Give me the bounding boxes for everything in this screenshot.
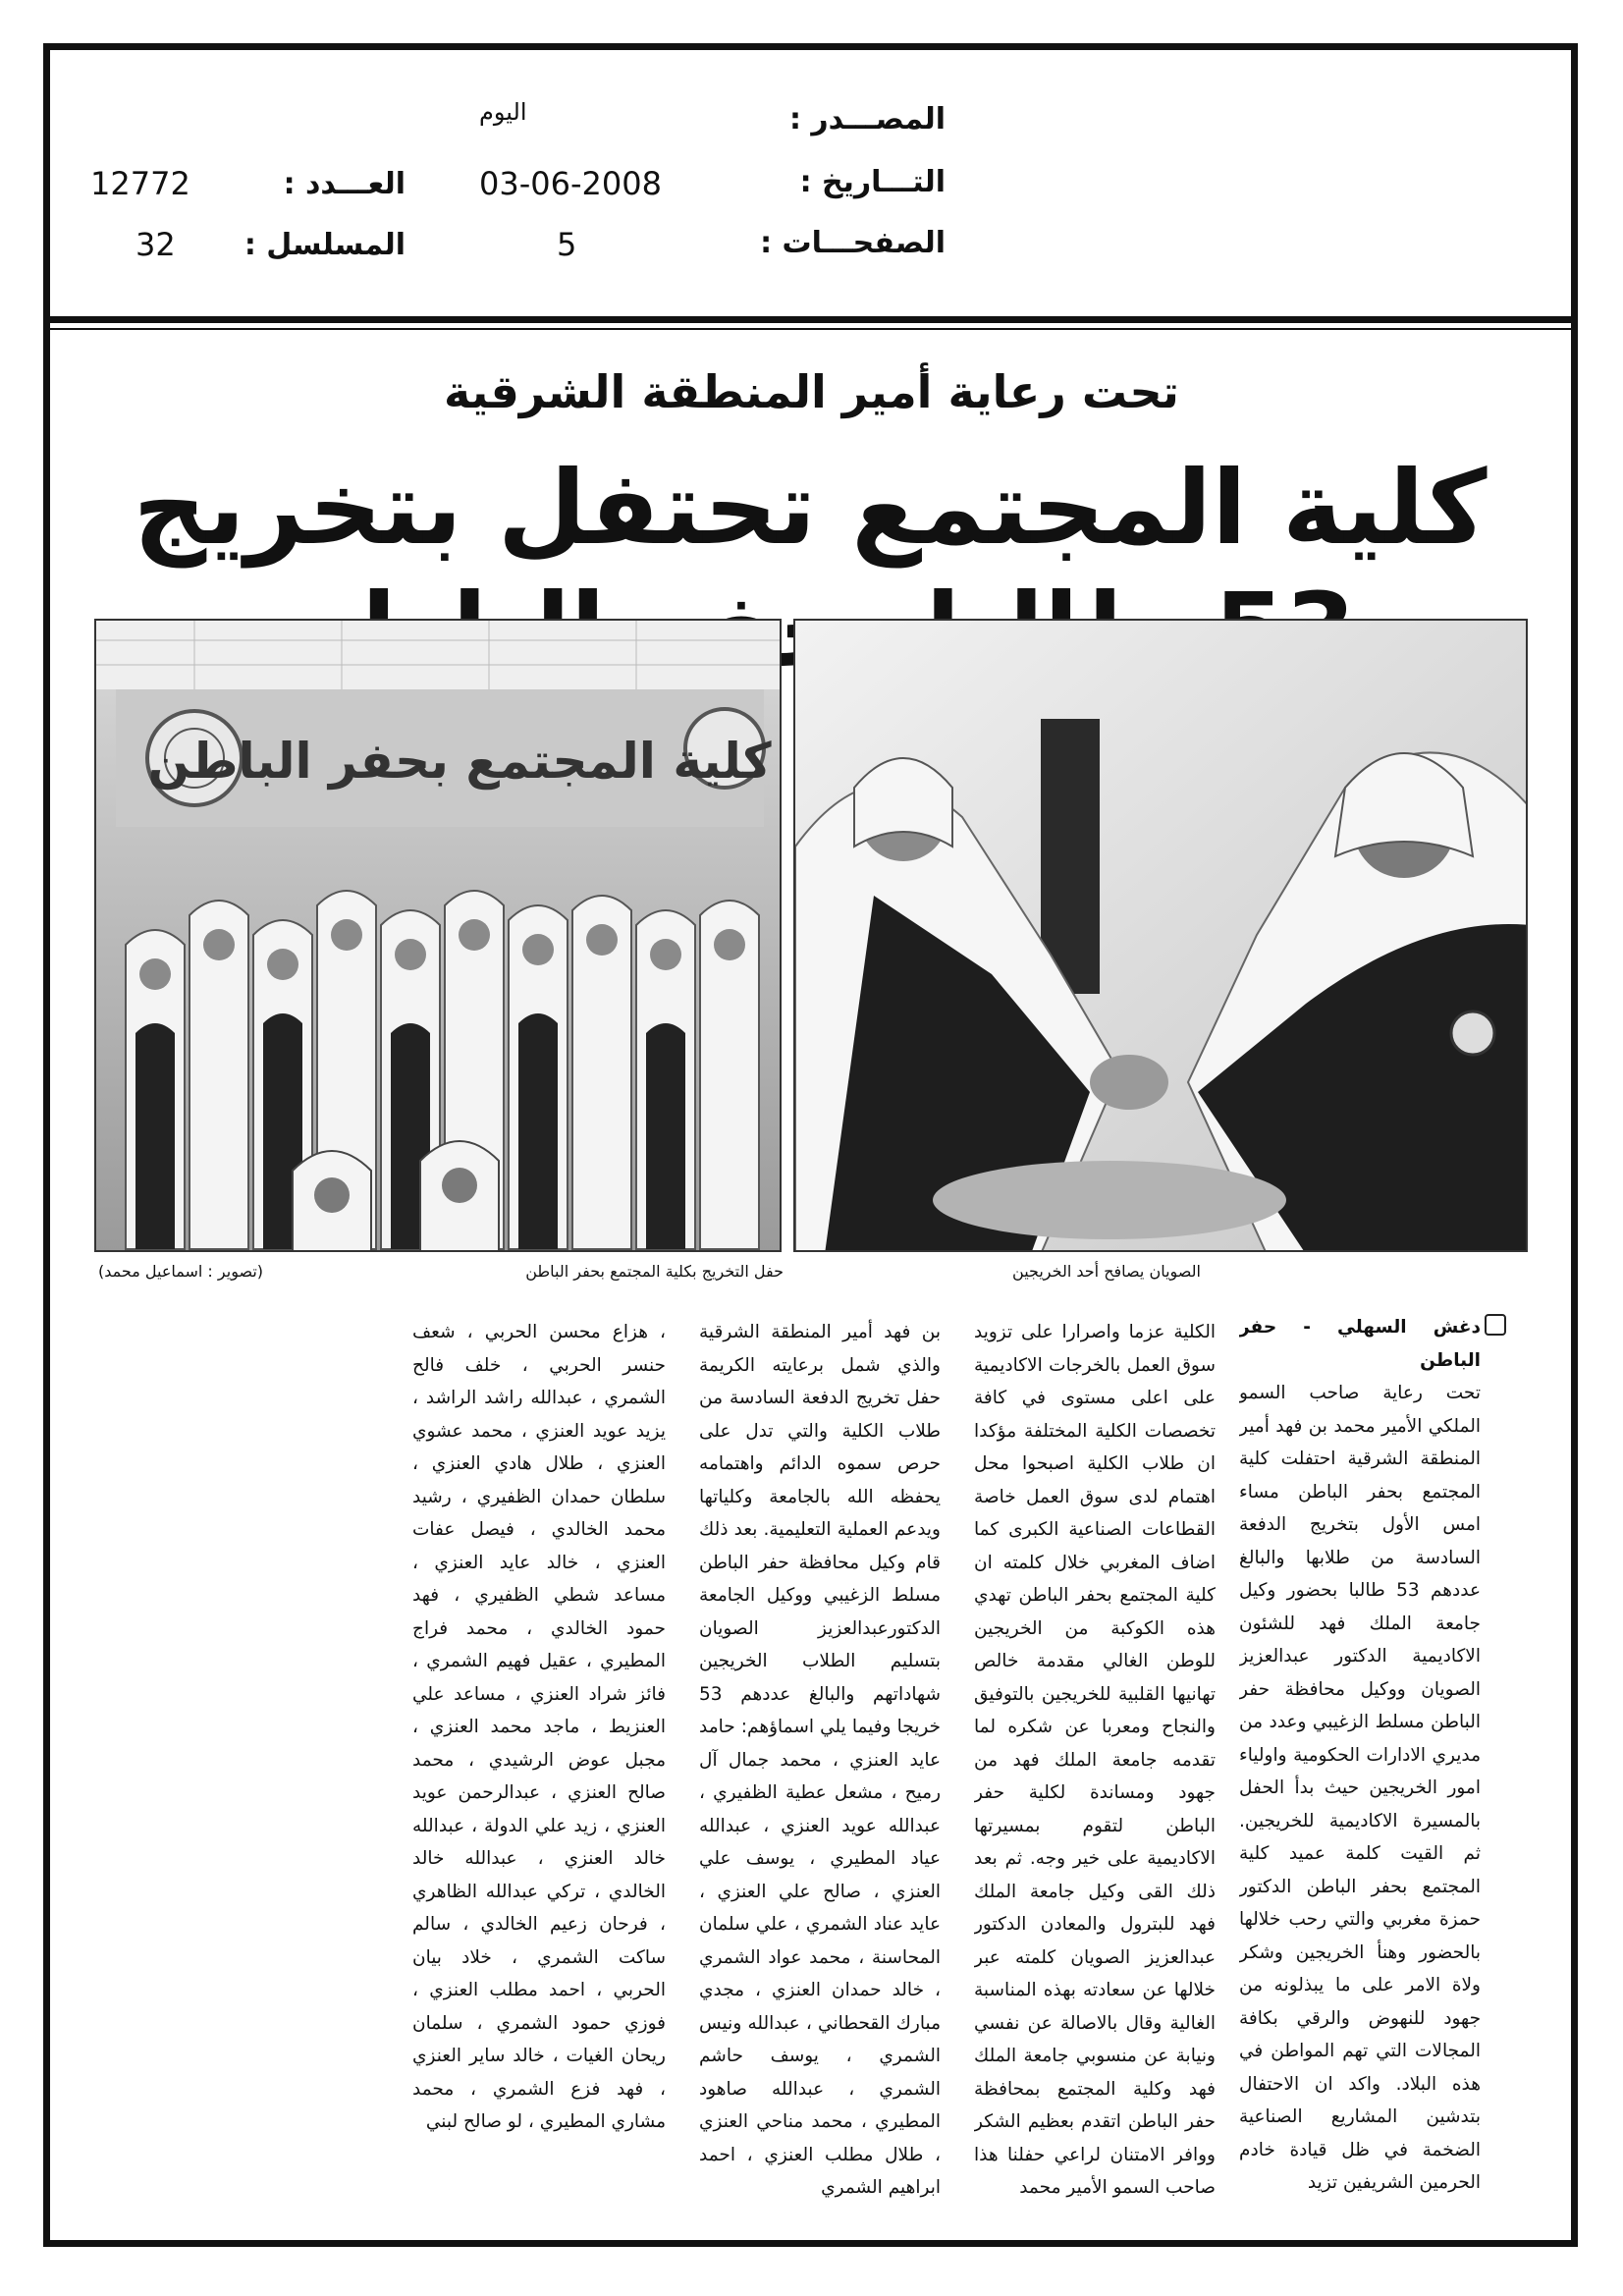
serial-value: 32	[135, 226, 176, 263]
pages-label: الصفحـــات :	[760, 226, 946, 260]
issue-label: العـــدد :	[283, 167, 406, 201]
article-headline: كلية المجتمع تحتفل بتخريج	[133, 448, 1488, 568]
photo-credit: (تصوير : اسماعيل محمد)	[98, 1262, 264, 1281]
header-divider	[43, 316, 1578, 323]
source-value: اليوم	[479, 98, 527, 126]
group-caption: حفل التخريج بكلية المجتمع بحفر الباطن	[525, 1262, 784, 1281]
date-value: 03-06-2008	[479, 165, 662, 202]
college-banner-text: كلية المجتمع بحفر الباطن	[147, 733, 772, 790]
issue-value: 12772	[90, 165, 190, 202]
column-1-text: تحت رعاية صاحب السمو الملكي الأمير محمد بن فهد أمير المنطقة الشرقية احتفلت كلية المجتمع بحفر الباطن مساء امس الأول بتخريج الدفعة السادسة من طلابها والبالغ عددهم 53 طالبا بحضور وكيل جامعة الملك فهد للشئون الاكاديمية الدكتور عبدالعزيز الصويان ووكيل محافظة حفر الباطن مسلط الزغيبي وعدد من مديري الادارات الحكومية واولياء امور الخريجين حيث بدأ الحفل بالمسيرة الاكاديمية للخريجين. ثم القيت كلمة عميد كلية المجتمع بحفر الباطن الدكتور حمزة مغربي والتي رحب خلالها بالحضور وهنأ الخريجين وشكر ولاة الامر على ما يبذلونه من جهود للنهوض والرقي بكافة المجالات التي تهم المواطن في هذه البلاد. واكد ان الاحتفال بتدشين المشاريع الصناعية الضخمة في ظل قيادة خادم الحرمين الشريفين تزيد	[1239, 1383, 1481, 2193]
header-divider-thin	[43, 328, 1578, 330]
handshake-caption: الصويان يصافح أحد الخريجين	[1012, 1262, 1201, 1281]
handshake-photo	[793, 619, 1528, 1252]
article-byline: دغش السهلي - حفر الباطن	[1239, 1317, 1481, 1371]
article-column-2	[974, 1316, 1216, 2229]
date-label: التـــاريخ :	[799, 165, 946, 199]
column-3-text: بن فهد أمير المنطقة الشرقية والذي شمل برعايته الكريمة حفل تخريج الدفعة السادسة من طلاب الكلية والتي تدل على حرص سموه الدائم واهتمامه يحفظه الله بالجامعة وكلياتها ويدعم العملية التعليمية. بعد ذلك قام وكيل محافظة حفر الباطن مسلط الزغيبي ووكيل الجامعة الدكتورعبدالعزيز الصويان بتسليم الطلاب الخريجين شهاداتهم والبالغ عددهم 53 خريجا وفيما يلي اسماؤهم: حامد عايد العنزي ، محمد جمال آل رميح ، مشعل عطية الظفيري ، عبدالله عويد العنزي ، عبدالله عياد المطيري ، يوسف علي العنزي ، صالح علي العنزي ، عايد عناد الشمري ، علي سلمان المحاسنة ، محمد عواد الشمري ، خالد حمدان العنزي ، مجدي مبارك القحطاني ، عبدالله ونيس الشمري ، يوسف حاشم الشمري ، عبدالله صاهود المطيري ، محمد مناحي العنزي ، طلال مطلب العنزي ، احمد ابراهيم الشمري	[699, 1322, 941, 2198]
byline-bullet-icon	[1485, 1314, 1506, 1336]
article-column-3	[699, 1316, 941, 2229]
source-label: المصـــدر :	[788, 102, 946, 137]
serial-label: المسلسل :	[243, 228, 406, 262]
article-column-4	[412, 1316, 666, 2229]
graduates-group-photo	[94, 619, 782, 1252]
handshake-illustration	[795, 621, 1528, 1252]
article-column-1	[1239, 1311, 1481, 2224]
column-2-text: الكلية عزما واصرارا على تزويد سوق العمل بالخرجات الاكاديمية على اعلى مستوى في كافة تخصصات الكلية المختلفة مؤكدا ان طلاب الكلية اصبحوا محل اهتمام لدى سوق العمل خاصة القطاعات الصناعية الكبرى كما اضاف المغربي خلال كلمته ان كلية المجتمع بحفر الباطن تهدي هذه الكوكبة من الخريجين للوطن الغالي مقدمة خالص تهانيها القلبية للخريجين بالتوفيق والنجاح ومعربا عن شكره لما تقدمه جامعة الملك فهد من جهود ومساندة لكلية حفر الباطن لتقوم بمسيرتها الاكاديمية على خير وجه. ثم بعد ذلك القى وكيل جامعة الملك فهد للبترول والمعادن الدكتور عبدالعزيز الصويان كلمته عبر خلالها عن سعادته بهذه المناسبة الغالية وقال بالاصالة عن نفسي ونيابة عن منسوبي جامعة الملك فهد وكلية المجتمع بمحافظة حفر الباطن اتقدم بعظيم الشكر ووافر الامتنان لراعي حفلنا هذا صاحب السمو الأمير محمد	[974, 1322, 1216, 2198]
graduates-group-illustration	[96, 621, 782, 1252]
column-4-text: ، هزاع محسن الحربي ، شعف حنسر الحربي ، خلف فالح الشمري ، عبدالله راشد الراشد ، يزيد عويد العنزي ، محمد عشوي العنزي ، طلال هادي العنزي ، سلطان حمدان الظفيري ، رشيد محمد الخالدي ، فيصل عفات العنزي ، خالد عايد العنزي ، مساعد شطي الظفيري ، فهد حمود الخالدي ، محمد فراج المطيري ، عقيل فهيم الشمري ، فائز شراد العنزي ، مساعد علي العنزيط ، ماجد محمد العنزي ، مجبل عوض الرشيدي ، محمد صالح العنزي ، عبدالرحمن عويد العنزي ، زيد علي الدولة ، عبدالله خالد العنزي ، عبدالله خالد الخالدي ، تركي عبدالله الظاهري ، فرحان زعيم الخالدي ، سالم ساكت الشمري ، خلاد بيان الحربي ، احمد مطلب العنزي ، فوزي حمود الشمري ، سلمان ريحان الغيات ، خالد ساير العنزي ، فهد فزع الشمري ، محمد مشاري المطيري ، لو صالح لبني	[412, 1322, 666, 2132]
pages-value: 5	[557, 226, 577, 263]
article-kicker: تحت رعاية أمير المنطقة الشرقية	[444, 365, 1179, 418]
